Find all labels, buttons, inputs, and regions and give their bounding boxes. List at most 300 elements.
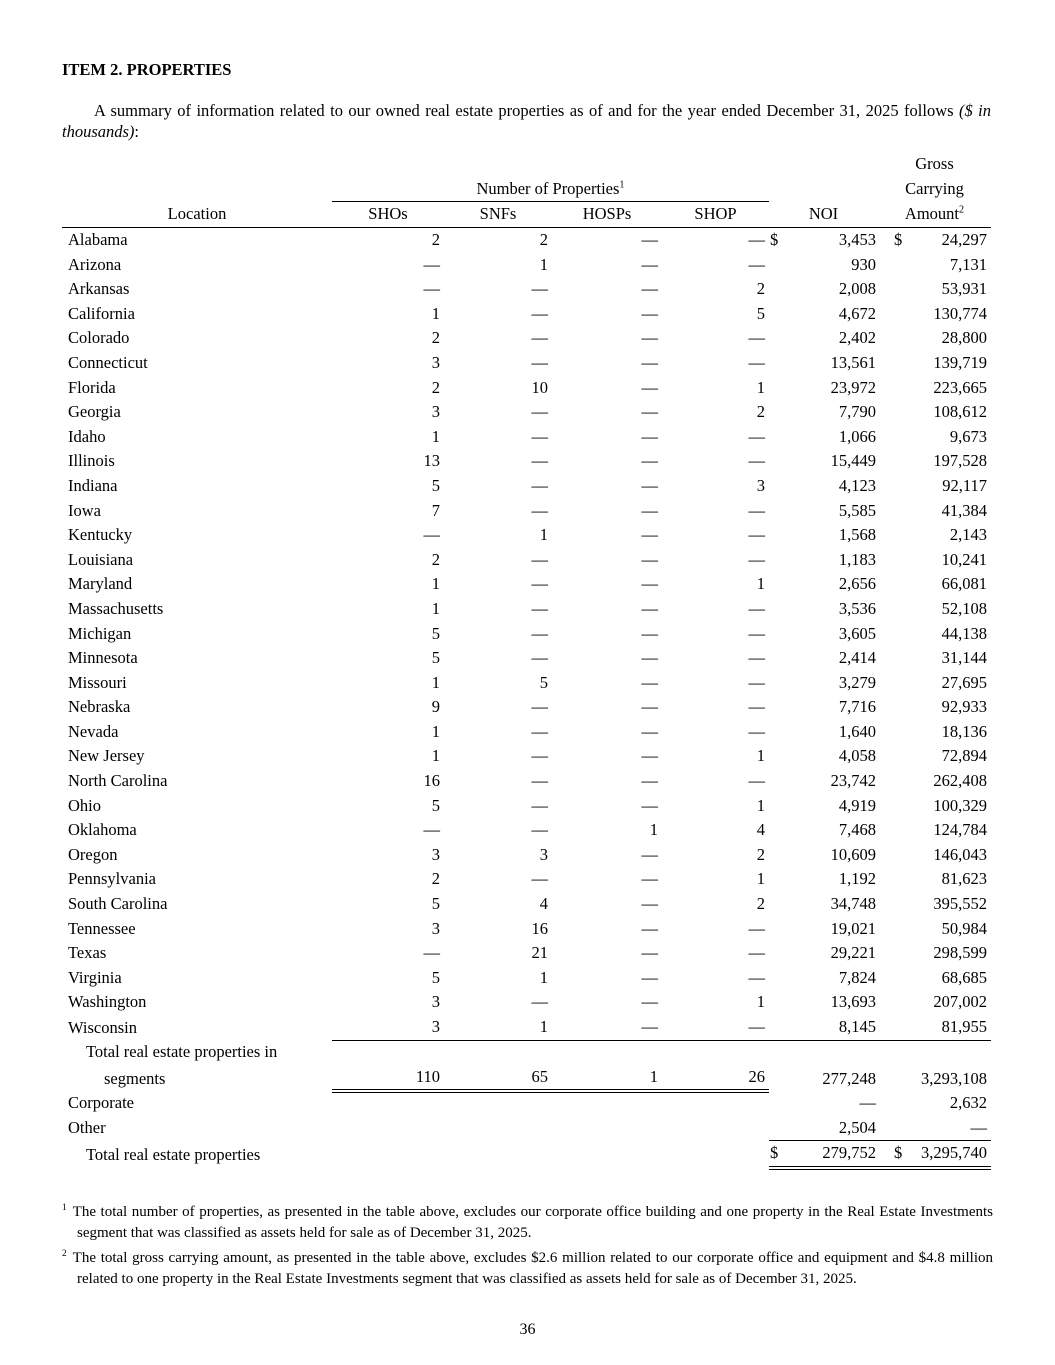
- state-row: [62, 425, 991, 450]
- shop-cell: —: [748, 672, 765, 692]
- state-row: [62, 794, 991, 819]
- location-cell: Missouri: [68, 672, 127, 692]
- snfs-cell: —: [531, 549, 548, 569]
- grand-total-gca: 3,295,740: [905, 1141, 991, 1168]
- location-cell: Georgia: [68, 402, 121, 422]
- gca-dollar-cell: [878, 990, 905, 1015]
- noi-dollar-cell: [769, 671, 789, 696]
- gca-cell: 44,138: [941, 623, 988, 643]
- gca-cell: 7,131: [949, 254, 988, 274]
- gca-dollar-cell: $: [894, 230, 903, 249]
- snfs-cell: —: [531, 623, 548, 643]
- shop-cell: 2: [756, 894, 765, 914]
- state-row: [62, 941, 991, 966]
- empty-cell: [444, 1091, 552, 1116]
- gca-dollar-cell: [878, 351, 905, 376]
- shos-cell: —: [423, 943, 440, 963]
- snfs-cell: —: [531, 771, 548, 791]
- shos-cell: 3: [431, 918, 440, 938]
- noi-dollar-cell: [769, 449, 789, 474]
- corporate-gca: 2,632: [949, 1093, 988, 1113]
- footnote-2-text: The total gross carrying amount, as presented in the table above, excludes $2.6 million related to our corporate office and equipment and $4.8 million related to one property in the Real Estate Investments segment that was classified as assets held for sale as of December 31, 2025.: [72, 1250, 993, 1288]
- location-cell: Ohio: [68, 795, 101, 815]
- location-cell: Connecticut: [68, 352, 148, 372]
- noi-cell: 3,605: [838, 623, 876, 643]
- snfs-cell: —: [531, 402, 548, 422]
- corporate-noi: —: [859, 1093, 876, 1113]
- noi-dollar-cell: [769, 523, 789, 548]
- shos-cell: 3: [431, 992, 440, 1012]
- noi-cell: 4,672: [838, 303, 876, 323]
- section-title: ITEM 2. PROPERTIES: [62, 60, 232, 79]
- grand-total-label: Total real estate properties: [86, 1145, 261, 1165]
- empty-cell: [662, 1141, 769, 1168]
- amount-header: [878, 202, 991, 228]
- gca-dollar-cell: [878, 867, 905, 892]
- noi-dollar-cell: [769, 990, 789, 1015]
- gca-cell: 197,528: [933, 451, 988, 471]
- shos-cell: 2: [431, 549, 440, 569]
- hosps-cell: —: [641, 574, 658, 594]
- noi-dollar-cell: [769, 548, 789, 573]
- snfs-cell: —: [531, 746, 548, 766]
- noi-cell: 34,748: [830, 894, 876, 914]
- state-row: [62, 622, 991, 647]
- shop-cell: —: [748, 451, 765, 471]
- gca-dollar-cell: [878, 769, 905, 794]
- noi-dollar-cell: [769, 720, 789, 745]
- gca-dollar-cell: [878, 794, 905, 819]
- shos-cell: 3: [431, 844, 440, 864]
- location-cell: Florida: [68, 377, 116, 397]
- gca-cell: 68,685: [941, 967, 988, 987]
- snfs-cell: —: [531, 426, 548, 446]
- shos-cell: 1: [431, 672, 440, 692]
- shop-cell: —: [748, 943, 765, 963]
- location-cell: Indiana: [68, 475, 118, 495]
- state-row: [62, 326, 991, 351]
- noi-cell: 4,919: [838, 795, 876, 815]
- hosps-cell: —: [641, 672, 658, 692]
- noi-dollar-cell: [769, 867, 789, 892]
- gca-dollar-cell: [878, 646, 905, 671]
- shos-cell: —: [423, 525, 440, 545]
- corporate-row: [62, 1091, 991, 1116]
- shop-cell: —: [748, 525, 765, 545]
- gca-cell: 10,241: [941, 549, 988, 569]
- gca-dollar-cell: [878, 449, 905, 474]
- shop-cell: —: [748, 328, 765, 348]
- state-row: [62, 572, 991, 597]
- noi-dollar-cell: [769, 892, 789, 917]
- noi-dollar-cell: $: [770, 230, 779, 249]
- snfs-cell: 3: [539, 844, 548, 864]
- page-number: 36: [519, 1321, 536, 1338]
- gca-cell: 92,933: [941, 697, 988, 717]
- shop-cell: —: [748, 697, 765, 717]
- empty-cell: [62, 152, 332, 177]
- segments-label-row: [62, 1040, 991, 1065]
- location-cell: Wisconsin: [68, 1017, 137, 1037]
- other-row: [62, 1116, 991, 1141]
- gca-dollar-cell: [878, 277, 905, 302]
- snfs-cell: —: [531, 279, 548, 299]
- shop-cell: —: [748, 426, 765, 446]
- grand-total-noi-dollar: $: [769, 1141, 789, 1168]
- noi-dollar-cell: [769, 376, 789, 401]
- hosps-header: HOSPs: [552, 202, 662, 228]
- shos-header: SHOs: [332, 202, 444, 228]
- noi-dollar-cell: [769, 843, 789, 868]
- empty-cell: [444, 1141, 552, 1168]
- noi-cell: 930: [851, 254, 876, 274]
- snfs-cell: 4: [539, 894, 548, 914]
- state-row: [62, 720, 991, 745]
- noi-dollar-cell: [769, 966, 789, 991]
- gca-dollar-cell: [878, 671, 905, 696]
- gca-cell: 146,043: [933, 844, 988, 864]
- hosps-cell: —: [641, 598, 658, 618]
- shos-cell: 5: [431, 795, 440, 815]
- gca-cell: 100,329: [933, 795, 988, 815]
- gca-cell: 9,673: [949, 426, 988, 446]
- shos-cell: 5: [431, 967, 440, 987]
- location-cell: Maryland: [68, 574, 133, 594]
- shos-cell: 5: [431, 623, 440, 643]
- gca-cell: 52,108: [941, 598, 988, 618]
- state-row: [62, 867, 991, 892]
- noi-cell: 2,008: [838, 279, 876, 299]
- number-of-properties-header: [332, 177, 769, 202]
- location-cell: Nebraska: [68, 697, 131, 717]
- location-cell: Oklahoma: [68, 820, 137, 840]
- gca-dollar-cell: [878, 1015, 905, 1040]
- shos-cell: 3: [431, 402, 440, 422]
- gca-dollar-cell: [878, 622, 905, 647]
- location-cell: Nevada: [68, 721, 119, 741]
- snfs-cell: —: [531, 328, 548, 348]
- noi-dollar-cell: [769, 941, 789, 966]
- segments-noi-total: 277,248: [822, 1068, 876, 1088]
- hosps-cell: —: [641, 230, 658, 249]
- shos-cell: 3: [332, 1015, 444, 1040]
- gca-cell: 28,800: [941, 328, 988, 348]
- gca-cell: 81,623: [941, 869, 988, 889]
- footnote-ref-1: 1: [619, 179, 625, 191]
- hosps-cell: —: [641, 623, 658, 643]
- location-cell: New Jersey: [68, 746, 145, 766]
- snfs-cell: —: [531, 697, 548, 717]
- gca-dollar-cell: [878, 744, 905, 769]
- snfs-cell: —: [531, 648, 548, 668]
- hosps-cell: —: [641, 795, 658, 815]
- noi-cell: 2,414: [838, 648, 876, 668]
- state-row: [62, 376, 991, 401]
- snfs-cell: 1: [539, 254, 548, 274]
- footnote-2: [62, 1248, 993, 1289]
- location-cell: Washington: [68, 992, 147, 1012]
- state-row: [62, 548, 991, 573]
- noi-cell: 4,058: [838, 746, 876, 766]
- noi-cell: 10,609: [830, 844, 876, 864]
- gca-cell: 31,144: [941, 648, 988, 668]
- snfs-cell: 16: [531, 918, 548, 938]
- snfs-cell: 10: [531, 377, 548, 397]
- gca-cell: 50,984: [941, 918, 988, 938]
- gca-dollar-cell: [878, 548, 905, 573]
- noi-dollar-cell: [769, 794, 789, 819]
- shop-cell: —: [748, 230, 765, 249]
- snfs-header: SNFs: [444, 202, 552, 228]
- noi-cell: 3,453: [838, 230, 876, 249]
- segments-label-line2: segments: [104, 1068, 166, 1088]
- snfs-cell: 5: [539, 672, 548, 692]
- state-row: [62, 892, 991, 917]
- table-totals: [62, 1040, 991, 1168]
- gca-dollar-cell: [878, 818, 905, 843]
- hosps-cell: —: [641, 377, 658, 397]
- shos-cell: 2: [431, 377, 440, 397]
- gca-dollar-cell: [878, 474, 905, 499]
- noi-dollar-cell: [769, 917, 789, 942]
- noi-dollar-cell: [769, 646, 789, 671]
- shos-cell: 1: [431, 721, 440, 741]
- state-row: [62, 351, 991, 376]
- empty-cell: [769, 1116, 789, 1141]
- gca-cell: 207,002: [933, 992, 988, 1012]
- empty-cell: [662, 1091, 769, 1116]
- shos-cell: 9: [431, 697, 440, 717]
- gross-header: Gross: [915, 154, 954, 174]
- snfs-cell: —: [531, 598, 548, 618]
- noi-dollar-cell: [769, 253, 789, 278]
- gca-dollar-cell: [878, 941, 905, 966]
- gca-cell: 66,081: [941, 574, 988, 594]
- snfs-cell: 2: [539, 230, 548, 249]
- header-row-gross: [62, 152, 991, 177]
- snfs-cell: —: [531, 303, 548, 323]
- snfs-cell: —: [531, 869, 548, 889]
- gca-cell: 53,931: [941, 279, 988, 299]
- intro-italic: ($ in thousands): [62, 101, 991, 142]
- hosps-cell: —: [641, 844, 658, 864]
- empty-cell: [332, 1141, 444, 1168]
- state-row: [62, 917, 991, 942]
- hosps-cell: —: [641, 894, 658, 914]
- shop-header: SHOP: [662, 202, 769, 228]
- shos-cell: 1: [431, 426, 440, 446]
- location-cell: Massachusetts: [68, 598, 164, 618]
- shop-cell: —: [748, 500, 765, 520]
- empty-cell: [769, 177, 878, 202]
- empty-cell: [662, 1116, 769, 1141]
- state-row: [62, 843, 991, 868]
- shop-cell: 4: [756, 820, 765, 840]
- location-cell: North Carolina: [68, 771, 168, 791]
- state-row: [62, 646, 991, 671]
- shop-cell: 5: [756, 303, 765, 323]
- shop-cell: —: [662, 1015, 769, 1040]
- noi-dollar-cell: [769, 400, 789, 425]
- intro-suffix: :: [134, 122, 140, 142]
- hosps-cell: 1: [649, 820, 658, 840]
- other-label: Other: [68, 1118, 106, 1138]
- state-row: [62, 523, 991, 548]
- snfs-cell: —: [531, 574, 548, 594]
- gca-cell: 18,136: [941, 721, 988, 741]
- shop-cell: 1: [756, 377, 765, 397]
- empty-cell: [552, 1116, 662, 1141]
- shop-cell: 1: [756, 574, 765, 594]
- location-header: Location: [62, 202, 332, 228]
- shop-cell: —: [748, 918, 765, 938]
- gca-cell: 108,612: [933, 402, 988, 422]
- location-cell: Arkansas: [68, 279, 130, 299]
- location-cell: Pennsylvania: [68, 869, 156, 889]
- shop-cell: —: [748, 648, 765, 668]
- gca-dollar-cell: [878, 843, 905, 868]
- noi-cell: 1,568: [838, 525, 876, 545]
- hosps-cell: —: [641, 549, 658, 569]
- gca-dollar-cell: [878, 499, 905, 524]
- noi-cell: 7,468: [838, 820, 876, 840]
- footnote-1-text: The total number of properties, as presented in the table above, excludes our corporate office building and one property in the Real Estate Investments segment that was classified as assets held for sale as of December 31, 2025.: [72, 1204, 993, 1241]
- shos-cell: 1: [431, 574, 440, 594]
- shos-cell: 2: [431, 230, 440, 249]
- footnote-2-marker: 2: [62, 1249, 67, 1260]
- snfs-cell: —: [531, 475, 548, 495]
- gca-dollar-cell: [878, 892, 905, 917]
- gca-dollar-cell: [878, 572, 905, 597]
- shop-cell: 1: [756, 992, 765, 1012]
- state-row: [62, 253, 991, 278]
- gca-dollar-cell: [878, 253, 905, 278]
- shos-cell: 16: [423, 771, 440, 791]
- location-cell: Texas: [68, 943, 107, 963]
- snfs-cell: 1: [539, 967, 548, 987]
- snfs-cell: —: [531, 795, 548, 815]
- table-header: [62, 152, 991, 227]
- noi-dollar-cell: [769, 474, 789, 499]
- gca-cell: 223,665: [933, 377, 988, 397]
- gca-cell: 72,894: [941, 746, 988, 766]
- state-row: [62, 400, 991, 425]
- empty-cell: [444, 1116, 552, 1141]
- noi-dollar-cell: [769, 326, 789, 351]
- hosps-cell: —: [641, 451, 658, 471]
- location-cell: South Carolina: [68, 894, 168, 914]
- hosps-cell: —: [641, 352, 658, 372]
- state-row: [62, 695, 991, 720]
- noi-cell: 1,183: [838, 549, 876, 569]
- location-cell: Tennessee: [68, 918, 136, 938]
- gca-dollar-cell: [878, 966, 905, 991]
- noi-header: NOI: [769, 202, 878, 228]
- segments-snfs-total: 65: [444, 1065, 552, 1092]
- other-noi: 2,504: [838, 1117, 876, 1137]
- number-of-properties-label: Number of Properties: [476, 178, 620, 198]
- state-row: [62, 966, 991, 991]
- gca-cell: 27,695: [941, 672, 988, 692]
- hosps-cell: —: [641, 992, 658, 1012]
- amount-label: Amount: [904, 204, 959, 224]
- grand-total-row: [62, 1141, 991, 1168]
- hosps-cell: —: [641, 869, 658, 889]
- noi-cell: 1,066: [838, 426, 876, 446]
- noi-cell: 13,693: [830, 992, 876, 1012]
- segments-gca-total: 3,293,108: [921, 1068, 988, 1088]
- shop-cell: —: [748, 352, 765, 372]
- state-row: [62, 671, 991, 696]
- state-row: [62, 769, 991, 794]
- noi-dollar-cell: [769, 818, 789, 843]
- hosps-cell: —: [641, 402, 658, 422]
- shos-cell: 1: [431, 746, 440, 766]
- gca-dollar-cell: [878, 302, 905, 327]
- empty-cell: [769, 152, 878, 177]
- footnotes-section: [62, 1202, 993, 1290]
- gca-cell: 139,719: [933, 352, 988, 372]
- noi-cell: 3,536: [838, 598, 876, 618]
- footnote-1: [62, 1202, 993, 1243]
- hosps-cell: —: [641, 525, 658, 545]
- noi-dollar-cell: [769, 1015, 789, 1040]
- noi-dollar-cell: [769, 572, 789, 597]
- snfs-cell: —: [531, 451, 548, 471]
- noi-dollar-cell: [769, 744, 789, 769]
- hosps-cell: —: [641, 648, 658, 668]
- hosps-cell: —: [641, 771, 658, 791]
- location-cell: Colorado: [68, 328, 130, 348]
- location-cell: Alabama: [68, 230, 128, 249]
- noi-cell: 23,972: [830, 377, 876, 397]
- corporate-label: Corporate: [68, 1093, 134, 1113]
- shop-cell: 1: [756, 869, 765, 889]
- location-cell: Virginia: [68, 967, 122, 987]
- shos-cell: 13: [423, 451, 440, 471]
- shop-cell: —: [748, 549, 765, 569]
- noi-dollar-cell: [769, 597, 789, 622]
- noi-cell: 7,716: [838, 697, 876, 717]
- snfs-cell: —: [531, 352, 548, 372]
- location-cell: Arizona: [68, 254, 122, 274]
- carrying-header: Carrying: [905, 179, 964, 199]
- empty-cell: [332, 1091, 444, 1116]
- noi-cell: 13,561: [830, 352, 876, 372]
- noi-cell: 7,790: [838, 402, 876, 422]
- grand-total-gca-dollar: $: [878, 1141, 905, 1168]
- noi-dollar-cell: [769, 351, 789, 376]
- noi-cell: 1,192: [838, 869, 876, 889]
- segments-hosps-total: 1: [552, 1065, 662, 1092]
- gca-cell: 2,143: [949, 525, 988, 545]
- gca-cell: 130,774: [933, 303, 988, 323]
- snfs-cell: 1: [539, 525, 548, 545]
- shos-cell: 7: [431, 500, 440, 520]
- hosps-cell: —: [641, 254, 658, 274]
- location-cell: Idaho: [68, 426, 106, 446]
- gca-dollar-cell: [878, 425, 905, 450]
- segments-shos-total: 110: [332, 1065, 444, 1092]
- noi-cell: 7,824: [838, 967, 876, 987]
- state-row: [62, 449, 991, 474]
- noi-cell: 19,021: [830, 918, 876, 938]
- empty-cell: [332, 152, 769, 177]
- shop-cell: 1: [756, 795, 765, 815]
- shos-cell: —: [423, 279, 440, 299]
- segments-label-line1: Total real estate properties in: [86, 1042, 278, 1062]
- shop-cell: —: [748, 254, 765, 274]
